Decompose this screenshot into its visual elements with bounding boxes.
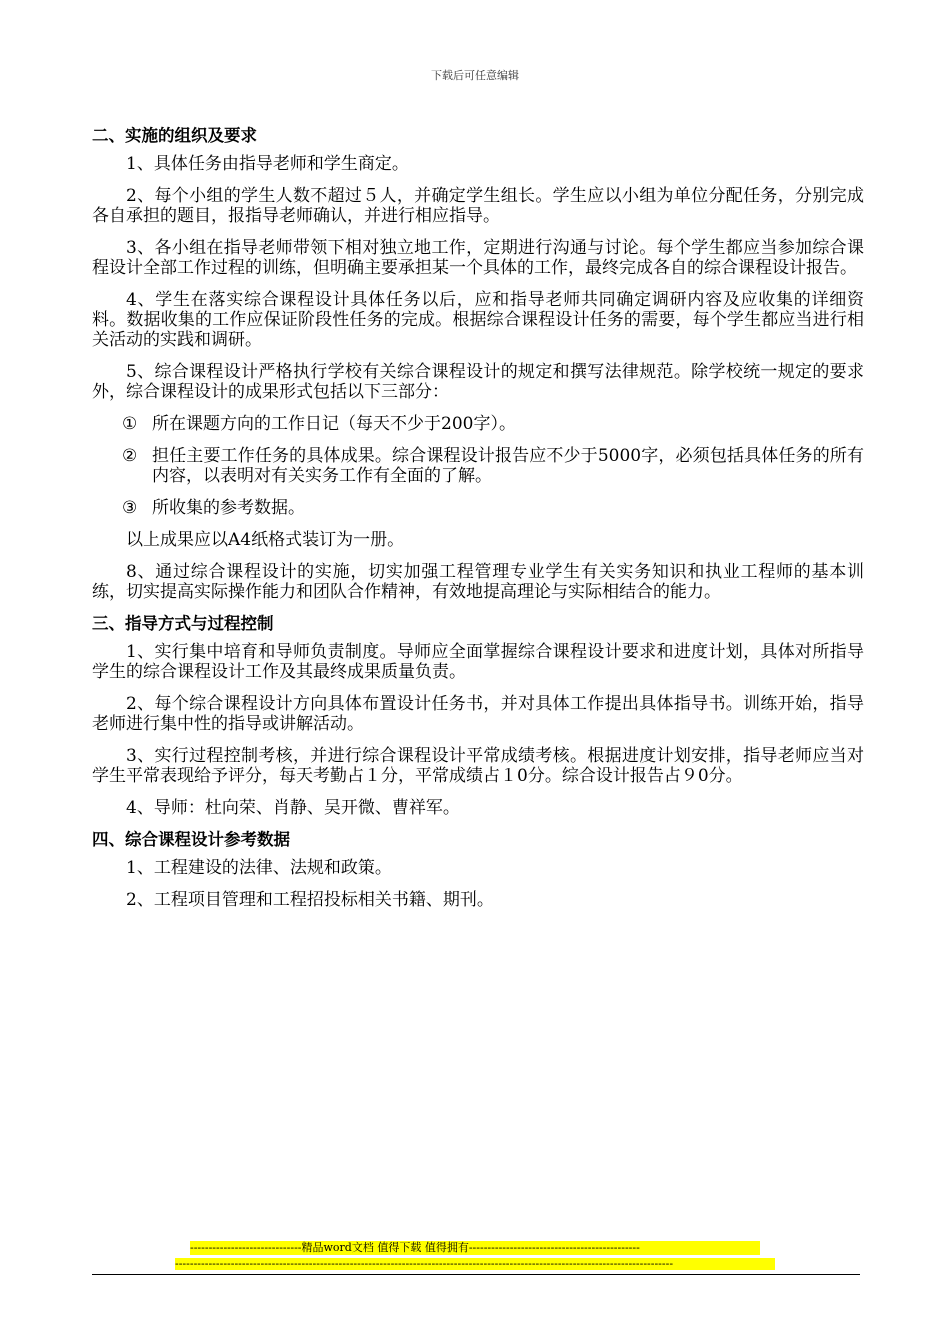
paragraph: 1、具体任务由指导老师和学生商定。 xyxy=(126,154,409,174)
paragraph: 2、工程项目管理和工程招投标相关书籍、期刊。 xyxy=(126,890,494,910)
list-item-number: ② xyxy=(122,446,138,466)
paragraph: 8、通过综合课程设计的实施，切实加强工程管理专业学生有关实务知识和执业工程师的基本训练，切实提高实际操作能力和团队合作精神，有效地提高理论与实际相结合的能力。 xyxy=(92,562,864,602)
list-item-text: 所收集的参考数据。 xyxy=(152,498,305,518)
paragraph: 1、工程建设的法律、法规和政策。 xyxy=(126,858,392,878)
section-heading: 二、实施的组织及要求 xyxy=(92,126,257,145)
footer-banner: ------------------------------精品word文档 值得下载 值得拥有---------------------------------------------- xyxy=(190,1241,760,1255)
paragraph: 3、各小组在指导老师带领下相对独立地工作，定期进行沟通与讨论。每个学生都应当参加综合课程设计全部工作过程的训练，但明确主要承担某一个具体的工作，最终完成各自的综合课程设计报告。 xyxy=(92,238,864,278)
list-item-number: ① xyxy=(122,414,138,434)
list-item xyxy=(122,414,864,434)
section-heading: 三、指导方式与过程控制 xyxy=(92,614,274,633)
list-item-number: ③ xyxy=(122,498,138,518)
paragraph: 5、综合课程设计严格执行学校有关综合课程设计的规定和撰写法律规范。除学校统一规定的要求外，综合课程设计的成果形式包括以下三部分： xyxy=(92,362,864,402)
footer-rule xyxy=(92,1274,860,1275)
header-note: 下载后可任意编辑 xyxy=(431,69,519,82)
list-item xyxy=(122,446,864,486)
paragraph: 1、实行集中培育和导师负责制度。导师应全面掌握综合课程设计要求和进度计划，具体对所指导学生的综合课程设计工作及其最终成果质量负责。 xyxy=(92,642,864,682)
paragraph: 4、导师：杜向荣、肖静、吴开微、曹祥军。 xyxy=(126,798,460,818)
section-heading: 四、综合课程设计参考数据 xyxy=(92,830,290,849)
paragraph: 4、学生在落实综合课程设计具体任务以后，应和指导老师共同确定调研内容及应收集的详细资料。数据收集的工作应保证阶段性任务的完成。根据综合课程设计任务的需要，每个学生都应当进行相关活动的实践和调研。 xyxy=(92,290,864,350)
paragraph: 2、每个小组的学生人数不超过５人，并确定学生组长。学生应以小组为单位分配任务，分别完成各自承担的题目，报指导老师确认，并进行相应指导。 xyxy=(92,186,864,226)
paragraph: 以上成果应以A4纸格式装订为一册。 xyxy=(126,530,405,550)
paragraph: 2、每个综合课程设计方向具体布置设计任务书，并对具体工作提出具体指导书。训练开始，指导老师进行集中性的指导或讲解活动。 xyxy=(92,694,864,734)
list-item xyxy=(122,498,864,518)
paragraph: 3、实行过程控制考核，并进行综合课程设计平常成绩考核。根据进度计划安排，指导老师应当对学生平常表现给予评分，每天考勤占１分，平常成绩占１0分。综合设计报告占９0分。 xyxy=(92,746,864,786)
list-item-text: 所在课题方向的工作日记（每天不少于200字）。 xyxy=(152,414,516,434)
list-item-text: 担任主要工作任务的具体成果。综合课程设计报告应不少于5000字，必须包括具体任务的所有内容，以表明对有关实务工作有全面的了解。 xyxy=(152,446,864,486)
document-body xyxy=(92,120,864,922)
footer-dashes: -------------------------------------------------------------------------------------------------------------------------------------- xyxy=(175,1258,775,1270)
